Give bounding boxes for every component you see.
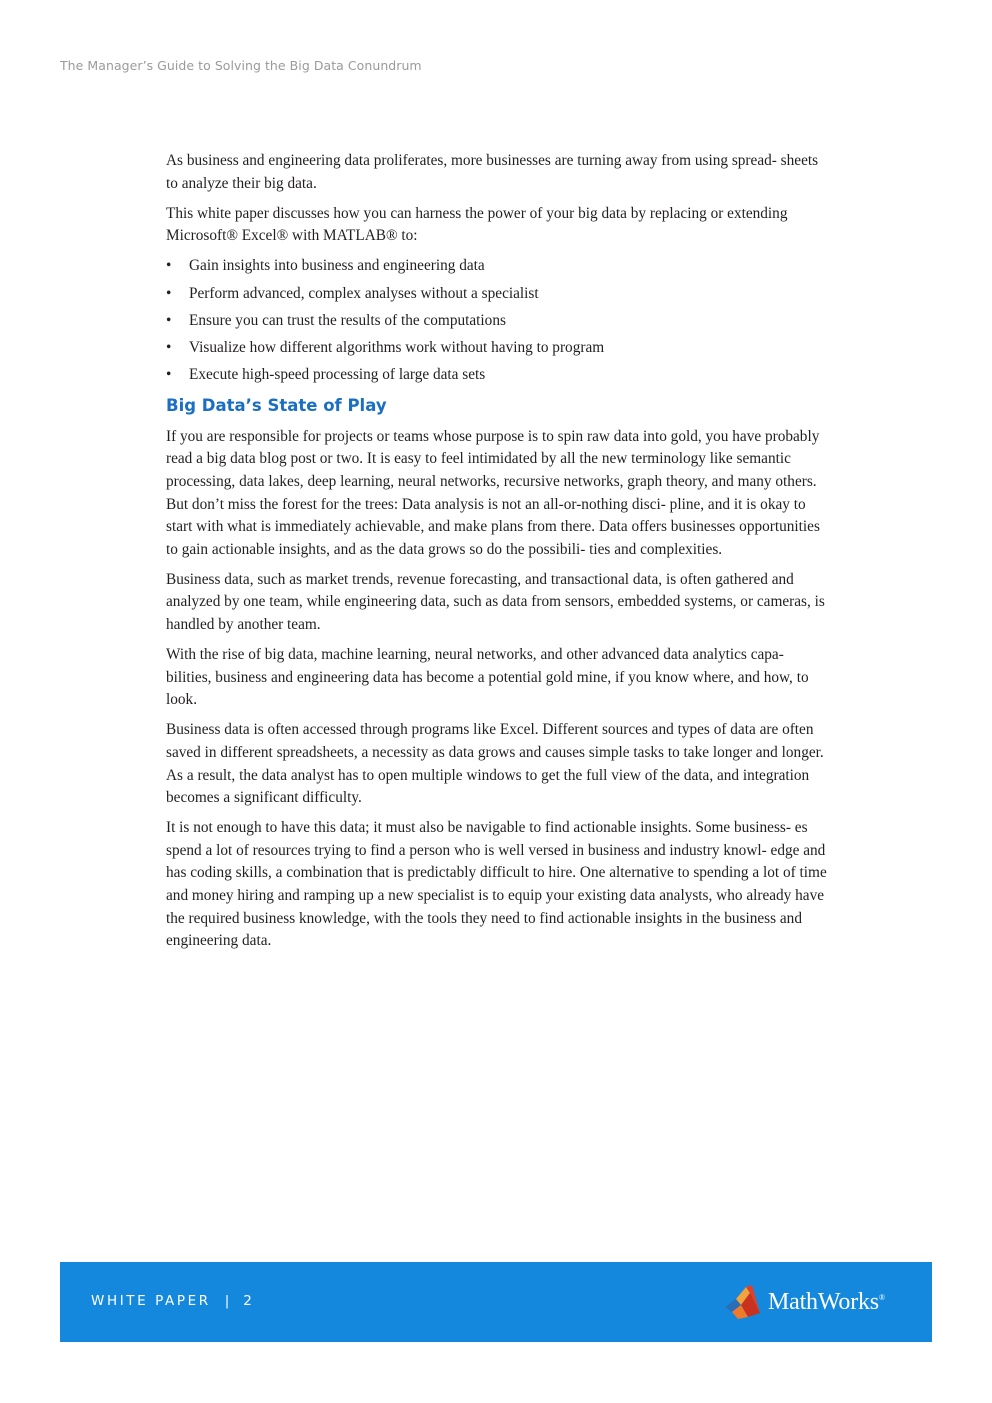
logo-text: MathWorks (768, 1288, 879, 1315)
bullet-icon: • (166, 311, 172, 329)
section-paragraph-1: If you are responsible for projects or teams whose purpose is to spin raw data into gold, you have probably read a big data blog post or two. It is easy to feel intimidated by all the new terminology like semantic processing, data lakes, deep learning, neural networks, recursive networks, graph theory, and many others. But don’t miss the forest for the trees: Data analysis is not an all-or-nothing disci- pline, and it is okay to start with what is immediately achievable, and make plans from there. Data offers businesses opportunities to gain actionable insights, and as the data grows so do the possibili- ties and complexities. (166, 427, 820, 558)
intro-paragraph-2: This white paper discusses how you can harness the power of your big data by replacing or extending Microsoft® Excel® with MATLAB® to: (166, 204, 788, 245)
running-header: The Manager’s Guide to Solving the Big Data Conundrum (60, 58, 422, 73)
bullet-icon: • (166, 338, 172, 356)
list-item (166, 283, 830, 306)
page-number: 2 (243, 1293, 255, 1309)
list-item (166, 364, 830, 387)
benefits-list (166, 255, 830, 386)
mathworks-logo (724, 1282, 885, 1322)
footer-separator: | (224, 1293, 230, 1309)
list-item (166, 255, 830, 278)
list-item (166, 337, 830, 360)
membrane-logo-icon (724, 1283, 764, 1321)
list-item-text: Visualize how different algorithms work without having to program (189, 338, 605, 356)
bullet-icon: • (166, 257, 172, 275)
logo-wordmark (768, 1289, 885, 1316)
section-paragraph-4: Business data is often accessed through programs like Excel. Different sources and types of data are often saved in different spreadsheets, a necessity as data grows and causes simple tasks to take longer and longer. As a result, the data analyst has to open multiple windows to get the full view of the data, and integration becomes a significant difficulty. (166, 721, 824, 807)
list-item-text: Ensure you can trust the results of the computations (189, 311, 506, 329)
list-item-text: Execute high-speed processing of large data sets (189, 366, 486, 384)
document-type-label: WHITE PAPER (91, 1293, 211, 1309)
section-paragraph-5: It is not enough to have this data; it must also be navigable to find actionable insights. Some business- es spend a lot of resources trying to find a person who is well versed in business and industry knowl- edge and has coding skills, a combination that is predictably difficult to hire. One alternative to spending a lot of time and money hiring and ramping up a new specialist is to equip your existing data analysts, who already have the required business knowledge, with the tools they need to find actionable insights in the business and engineering data. (166, 819, 827, 950)
footer-label (91, 1293, 254, 1309)
registered-mark: ® (878, 1292, 885, 1302)
intro-paragraph-1: As business and engineering data proliferates, more businesses are turning away from using spread- sheets to analyze their big data. (166, 152, 819, 192)
list-item-text: Gain insights into business and engineering data (189, 257, 485, 275)
section-paragraph-2: Business data, such as market trends, revenue forecasting, and transactional data, is often gathered and analyzed by one team, while engineering data, such as data from sensors, embedded systems, or cameras, is handled by another team. (166, 570, 825, 633)
bullet-icon: • (166, 284, 172, 302)
list-item (166, 310, 830, 333)
section-heading: Big Data’s State of Play (166, 395, 387, 415)
list-item-text: Perform advanced, complex analyses without a specialist (189, 284, 539, 302)
section-paragraph-3: With the rise of big data, machine learning, neural networks, and other advanced data analytics capa- bilities, business and engineering data has become a potential gold mine, if you know where, and how, to look. (166, 646, 809, 709)
bullet-icon: • (166, 366, 172, 384)
footer-bar (60, 1262, 932, 1342)
main-content (166, 150, 830, 960)
